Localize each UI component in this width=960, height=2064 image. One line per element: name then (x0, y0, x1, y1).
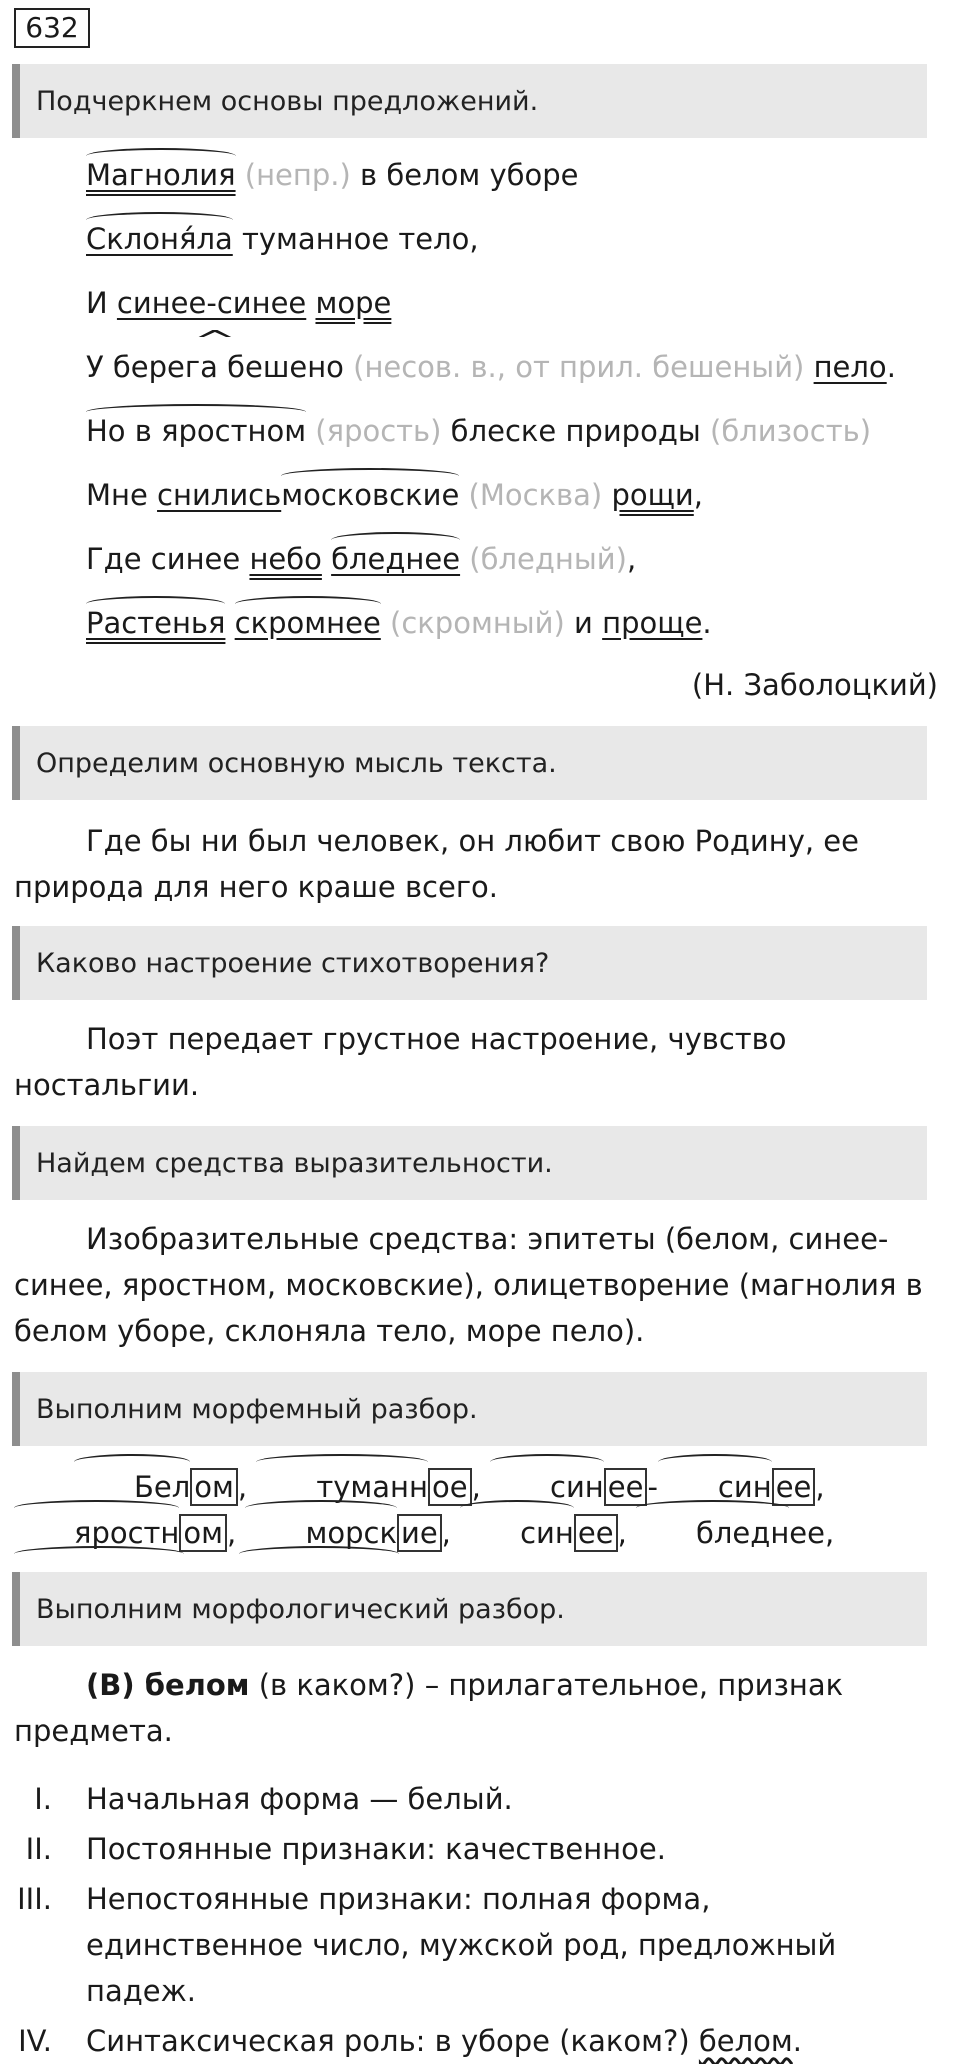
section-title: Выполним морфологический разбор. (36, 1593, 565, 1625)
grey-note: (близость) (700, 414, 872, 448)
poem-text: И (86, 286, 117, 320)
list-number: III. (17, 1882, 52, 1916)
predicate-word: синее-синее (116, 286, 307, 320)
poem-text: Но в яростном (86, 414, 307, 448)
morpheme-root: син (658, 1464, 772, 1510)
subject-word: рощи (611, 478, 694, 512)
section-title: Каково настроение стихотворения? (36, 947, 550, 979)
list-number: IV. (18, 2024, 52, 2058)
section-title: Подчеркнем основы предложений. (36, 85, 539, 117)
separator: , (237, 1470, 257, 1504)
means-text: Изобразительные средства: эпитеты (белом, синее-синее, яростном, московские), олицетворение (магнолия в белом уборе, склоняла тело, море пело). (14, 1222, 923, 1348)
grey-note: (несов. в., от прил. бешеный) (343, 350, 814, 384)
separator: , (815, 1470, 825, 1504)
poem-text: ^ У берега бешено (86, 350, 344, 384)
poem-text: московские (281, 478, 460, 512)
poem-text: и (564, 606, 603, 640)
morpheme-ending: ое (428, 1468, 472, 1506)
grey-note: (Москва) (459, 478, 612, 512)
list-text (86, 2018, 930, 2064)
separator: , (617, 1516, 636, 1550)
subject-word: небо (249, 542, 322, 576)
predicate-word: проще (602, 606, 703, 640)
poem-line (86, 350, 896, 384)
subject-word: море (315, 286, 392, 320)
section-bar-means (12, 1126, 927, 1200)
list-item (0, 2018, 930, 2064)
poem-line (86, 414, 871, 448)
morpheme-root: туманн (256, 1464, 428, 1510)
morpheme-root: бледн (636, 1510, 789, 1556)
poem-text: . (702, 606, 712, 640)
list-item (0, 1776, 930, 1822)
poem-text: Мне (86, 478, 158, 512)
grey-note: (непр.) (235, 158, 351, 192)
morpheme-ending: ом (190, 1468, 238, 1506)
predicate-word: Склоня́ла (86, 222, 233, 256)
predicate-word: скромнее (234, 606, 381, 640)
morpheme-suffix: ее (789, 1516, 825, 1550)
separator: , (441, 1516, 461, 1550)
poem-text: Где синее (86, 542, 250, 576)
poem-line (86, 286, 391, 320)
modifier-word: белом (698, 2024, 793, 2058)
subject-word: Растенья (86, 606, 226, 640)
list-number: II. (25, 1832, 52, 1866)
separator: , (471, 1470, 490, 1504)
poem-line (86, 606, 712, 640)
poem-line (86, 158, 578, 192)
morpheme-root: Бел (74, 1464, 190, 1510)
morph-list (0, 1776, 930, 2064)
grey-note: (бледный) (460, 542, 627, 576)
section-bar-mood (12, 926, 927, 1000)
task-number: 632 (14, 8, 90, 48)
subject-word: Магнолия (86, 158, 236, 192)
poem-author: (Н. Заболоцкий) (691, 668, 938, 702)
list-text-main: Синтаксическая роль: в уборе (каком?) (86, 2024, 699, 2058)
section-bar-main-idea (12, 726, 927, 800)
morph-lead (14, 1662, 924, 1754)
poem-text: туманное тело, (232, 222, 479, 256)
morpheme-ending: ие (397, 1514, 442, 1552)
list-text: Начальная форма — белый. (86, 1782, 513, 1816)
predicate-word: бледнее (331, 542, 461, 576)
separator: , (824, 1516, 835, 1550)
morpheme-ending: ее (574, 1514, 618, 1552)
morpheme-root: син (490, 1464, 604, 1510)
morph-lead-text: (в каком?) – прилагательное, признак предмета. (14, 1668, 844, 1748)
list-text: Непостоянные признаки: полная форма, единственное число, мужской род, предложный падеж. (86, 1882, 837, 2008)
poem-line (86, 542, 636, 576)
poem-text: , (693, 478, 703, 512)
poem-line (86, 478, 703, 512)
list-item (0, 1876, 930, 2014)
morpheme-root: морск (245, 1510, 397, 1556)
morph-lead-bold: (В) белом (86, 1668, 250, 1702)
poem-text (322, 542, 331, 576)
grey-note: (ярость) (306, 414, 442, 448)
list-item (0, 1826, 930, 1872)
poem-text: , (626, 542, 637, 576)
section-bar-morphology (12, 1572, 927, 1646)
poem-text: . (886, 350, 896, 384)
poem-text: в белом уборе (350, 158, 579, 192)
period: . (792, 2024, 803, 2058)
grey-note: (скромный) (380, 606, 565, 640)
list-number: I. (34, 1782, 52, 1816)
section-title: Определим основную мысль текста. (36, 747, 557, 779)
section-bar-morpheme (12, 1372, 927, 1446)
morpheme-ending: ом (179, 1514, 227, 1552)
predicate-word: пело (813, 350, 887, 384)
poem-line (86, 222, 479, 256)
main-idea-text: Где бы ни был человек, он любит свою Родину, ее природа для него краше всего. (14, 824, 859, 904)
morpheme-ending: ее (772, 1468, 816, 1506)
section-title: Найдем средства выразительности. (36, 1147, 553, 1179)
morpheme-ending: ее (604, 1468, 648, 1506)
separator: , (227, 1516, 246, 1550)
section-bar-stems (12, 64, 927, 138)
list-text: Постоянные признаки: качественное. (86, 1832, 666, 1866)
poem-text: блеске природы (441, 414, 701, 448)
mood-text: Поэт передает грустное настроение, чувство ностальгии. (14, 1022, 787, 1102)
poem-text (225, 606, 234, 640)
morpheme-root: син (460, 1510, 574, 1556)
section-title: Выполним морфемный разбор. (36, 1393, 478, 1425)
hyphen: - (647, 1470, 658, 1504)
predicate-word: снились (157, 478, 282, 512)
morpheme-root: яростн (14, 1510, 179, 1556)
